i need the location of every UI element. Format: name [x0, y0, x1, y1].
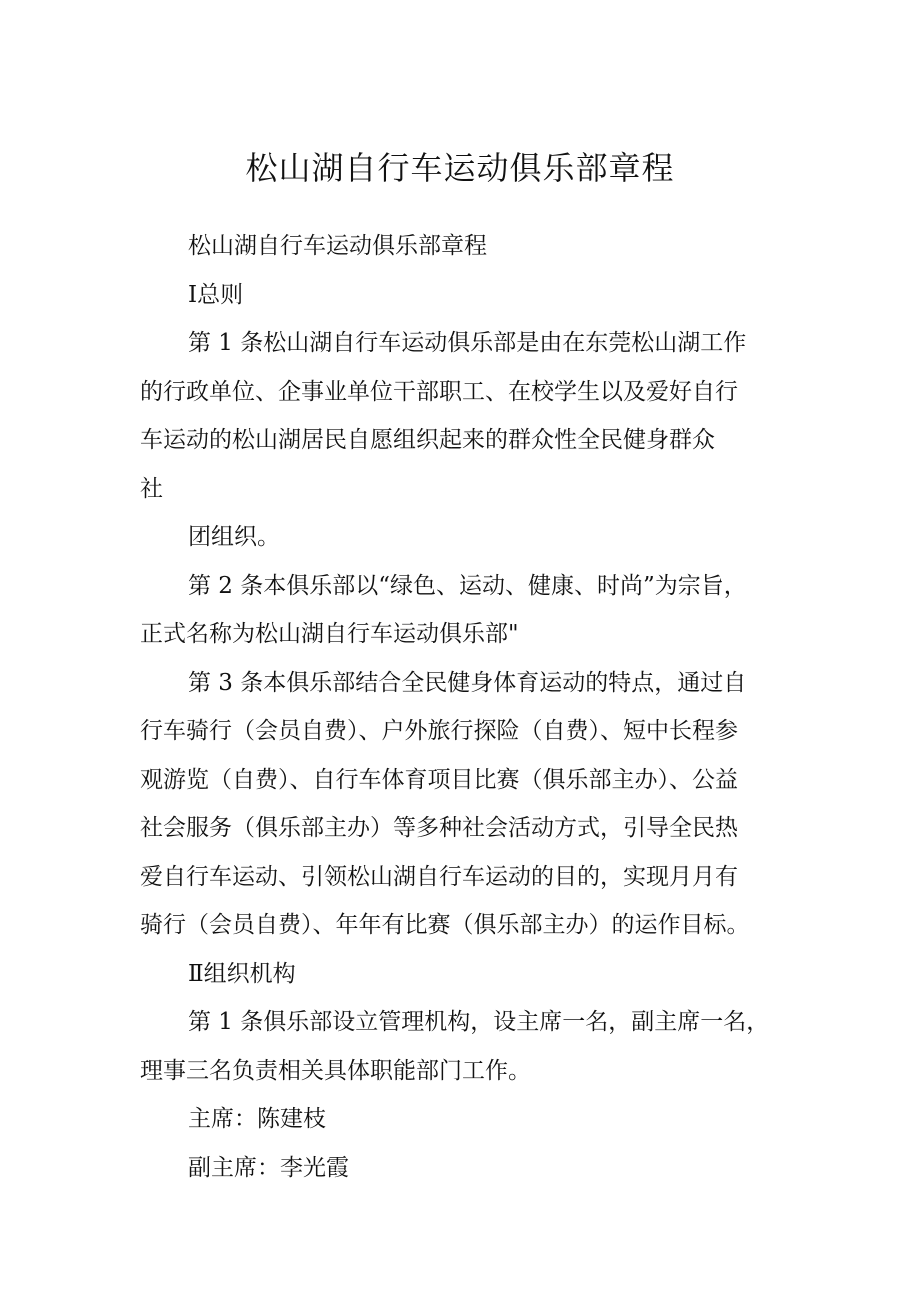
paragraph-article-1: [140, 319, 800, 513]
paragraph-article-1-continued: [140, 513, 800, 562]
paragraph-article-3: [140, 659, 800, 950]
paragraph-article-2: [140, 562, 800, 659]
paragraph-line: 社会服务（俱乐部主办）等多种社会活动方式，引导全民热: [140, 815, 738, 841]
paragraph-line: 骑行（会员自费）、年年有比赛（俱乐部主办）的运作目标。: [140, 912, 750, 938]
paragraph-line: 第 3 条本俱乐部结合全民健身体育运动的特点，通过自: [188, 669, 747, 696]
paragraph-vice-chairman: [140, 1144, 800, 1193]
paragraph-line: Ⅰ总则: [188, 281, 244, 308]
paragraph-line: 主席：陈建枝: [188, 1106, 326, 1132]
paragraph-line: 社: [140, 475, 163, 502]
paragraph-line: Ⅱ组织机构: [188, 960, 296, 987]
document-body: [140, 222, 800, 1192]
document-title: 松山湖自行车运动俱乐部章程: [245, 149, 675, 187]
paragraph-line: 松山湖自行车运动俱乐部章程: [188, 233, 487, 259]
paragraph-subtitle: [140, 222, 800, 271]
paragraph-chairman: [140, 1095, 800, 1144]
paragraph-line: 正式名称为松山湖自行车运动俱乐部": [140, 621, 519, 647]
paragraph-line: 理事三名负责相关具体职能部门工作。: [140, 1057, 531, 1084]
paragraph-line: 第 1 条俱乐部设立管理机构，设主席一名，副主席一名，: [188, 1009, 770, 1035]
paragraph-org-article-1: [140, 998, 800, 1095]
section-heading-general: [140, 271, 800, 320]
paragraph-line: 第 2 条本俱乐部以“绿色、运动、健康、时尚”为宗旨，: [188, 572, 747, 599]
paragraph-line: 团组织。: [188, 524, 280, 550]
paragraph-line: 的行政单位、企事业单位干部职工、在校学生以及爱好自行: [140, 378, 738, 405]
paragraph-line: 第 1 条松山湖自行车运动俱乐部是由在东莞松山湖工作: [188, 330, 747, 356]
paragraph-line: 副主席：李光霞: [188, 1154, 349, 1181]
paragraph-line: 爱自行车运动、引领松山湖自行车运动的目的，实现月月有: [140, 863, 738, 890]
paragraph-line: 车运动的松山湖居民自愿组织起来的群众性全民健身群众: [140, 427, 715, 453]
section-heading-organization: [140, 950, 800, 999]
paragraph-line: 观游览（自费）、自行车体育项目比赛（俱乐部主办）、公益: [140, 766, 738, 793]
paragraph-line: 行车骑行（会员自费）、户外旅行探险（自费）、短中长程参: [140, 718, 738, 744]
